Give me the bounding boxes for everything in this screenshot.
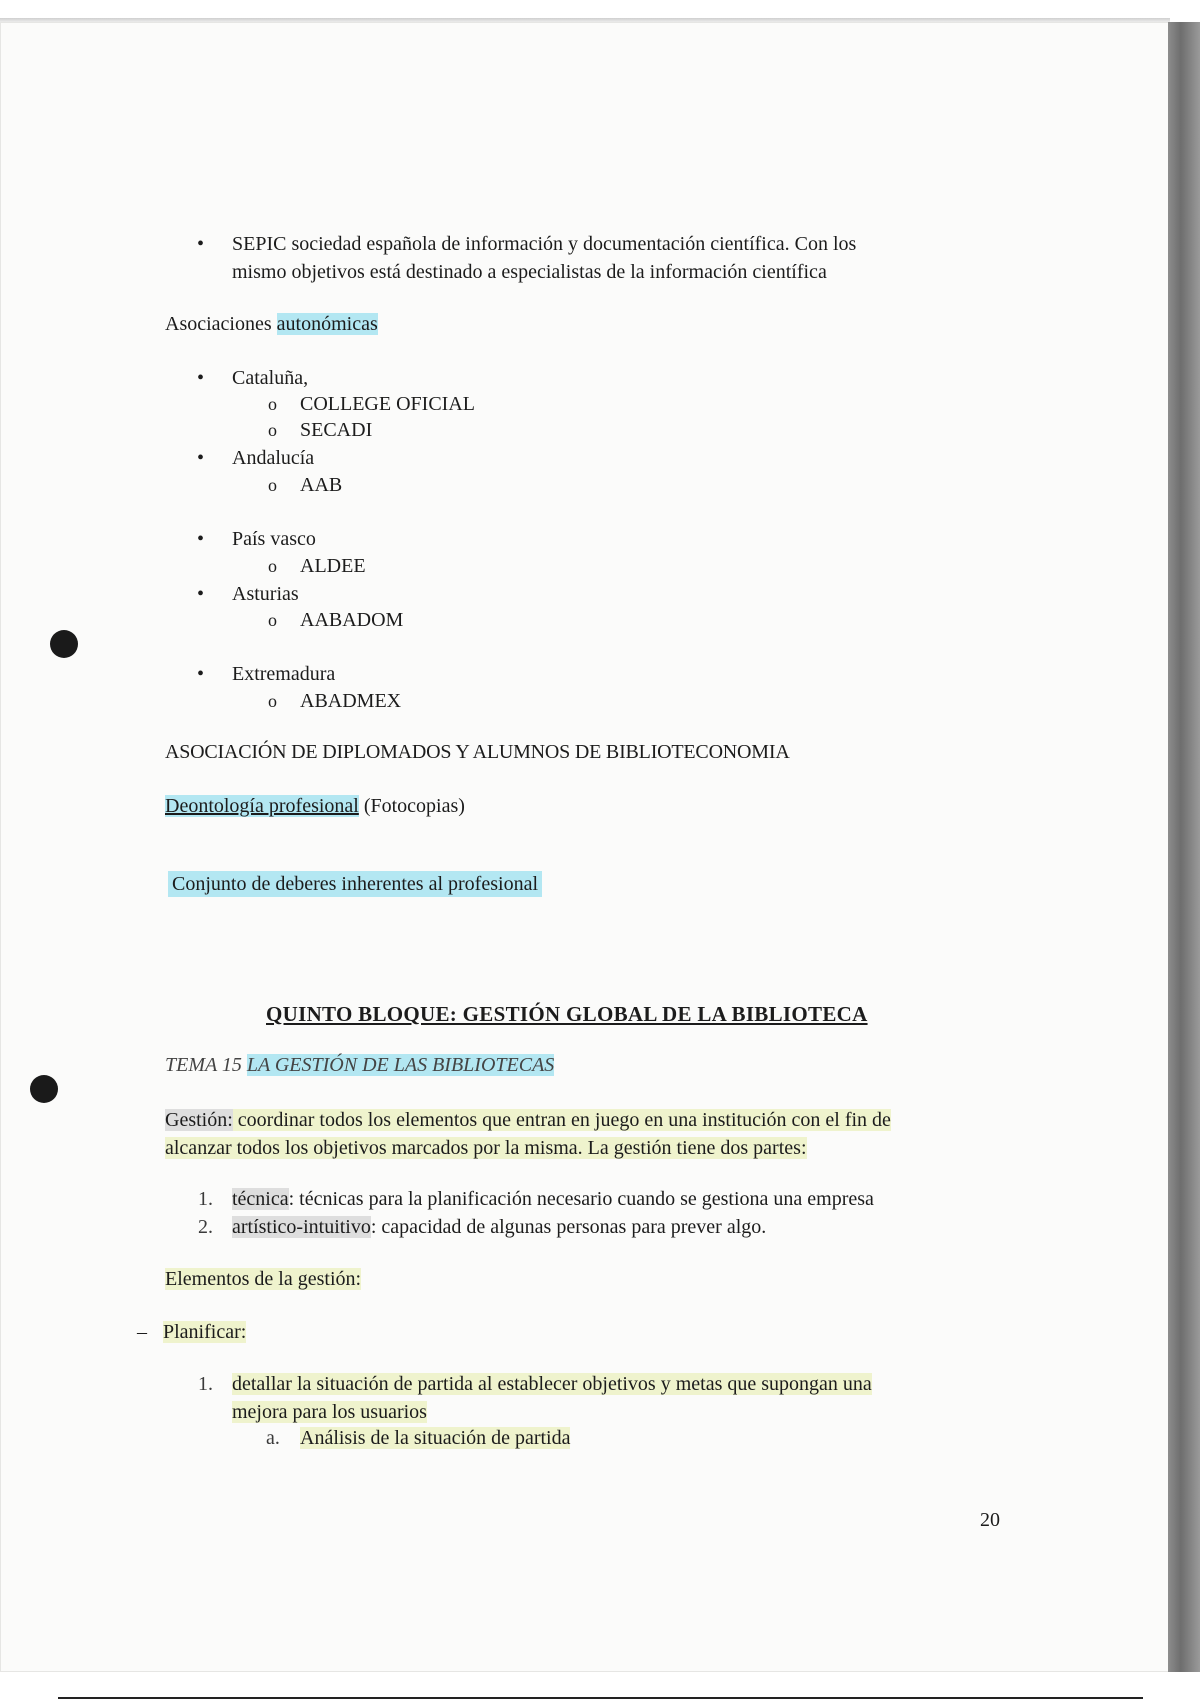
gestion-line-2	[165, 1134, 807, 1162]
page-edge-shadow	[1168, 22, 1200, 1672]
bullet-marker: •	[197, 528, 205, 550]
list-item	[232, 1185, 874, 1213]
sub-bullet-marker: o	[268, 556, 277, 576]
region-name: País vasco	[232, 528, 316, 550]
region-association: AABADOM	[300, 609, 404, 631]
elementos-heading	[165, 1265, 361, 1293]
gestion-line-1	[165, 1106, 891, 1134]
asociacion-diplomados: ASOCIACIÓN DE DIPLOMADOS Y ALUMNOS DE BIBLIOTECONOMIA	[165, 741, 790, 763]
sub-list-text: Análisis de la situación de partida	[300, 1427, 571, 1449]
region-name: Cataluña,	[232, 367, 309, 389]
sub-bullet-marker: o	[268, 475, 277, 495]
sub-bullet-marker: o	[268, 691, 277, 711]
bottom-rule	[58, 1697, 1143, 1699]
sub-bullet-marker: o	[268, 394, 277, 414]
deontologia-line	[165, 792, 465, 820]
gestion-definition-cont: alcanzar todos los objetivos marcados por la misma. La gestión tiene dos partes:	[165, 1137, 807, 1159]
region-association: SECADI	[300, 419, 373, 441]
conjunto-definition	[168, 870, 542, 898]
tema-heading	[165, 1054, 554, 1077]
list-number: 2.	[198, 1216, 213, 1238]
region-association: ABADMEX	[300, 690, 402, 712]
part-term: artístico-intuitivo	[232, 1216, 371, 1238]
part-description: : técnicas para la planificación necesario cuando se gestiona una empresa	[288, 1188, 874, 1210]
bloque-heading: QUINTO BLOQUE: GESTIÓN GLOBAL DE LA BIBLIOTECA	[266, 1002, 868, 1026]
asociaciones-highlight: autonómicas	[276, 313, 378, 335]
gestion-definition: coordinar todos los elementos que entran en juego en una institución con el fin de	[232, 1109, 891, 1131]
plan-item-line-1	[232, 1370, 872, 1398]
punch-hole	[50, 630, 78, 658]
deontologia-term: Deontología profesional	[165, 795, 359, 817]
bullet-marker: •	[197, 583, 205, 605]
region-name: Andalucía	[232, 447, 315, 469]
plan-item-text-cont: mejora para los usuarios	[232, 1401, 427, 1423]
asociaciones-heading	[165, 310, 378, 338]
page-number: 20	[980, 1509, 1000, 1531]
planificar-dash: –	[137, 1321, 147, 1343]
bullet-marker: •	[197, 447, 205, 469]
sub-bullet-marker: o	[268, 610, 277, 630]
planificar-text: Planificar:	[163, 1321, 247, 1343]
list-number: 1.	[198, 1373, 213, 1395]
asociaciones-prefix: Asociaciones	[165, 313, 277, 335]
sub-list-letter: a.	[266, 1427, 280, 1449]
region-name: Asturias	[232, 583, 299, 605]
elementos-text: Elementos de la gestión:	[165, 1268, 362, 1290]
sepic-line-2: mismo objetivos está destinado a especialistas de la información científica	[232, 261, 827, 283]
region-association: ALDEE	[300, 555, 366, 577]
region-association: COLLEGE OFICIAL	[300, 393, 475, 415]
part-description: : capacidad de algunas personas para prever algo.	[370, 1216, 767, 1238]
bullet-marker: •	[197, 233, 205, 255]
punch-hole	[30, 1075, 58, 1103]
planificar-label	[163, 1318, 246, 1346]
deontologia-note: (Fotocopias)	[358, 795, 465, 817]
tema-prefix: TEMA 15	[165, 1054, 247, 1076]
conjunto-text: Conjunto de deberes inherentes al profesional	[168, 871, 542, 897]
plan-item-line-2	[232, 1398, 427, 1426]
plan-item-text: detallar la situación de partida al establecer objetivos y metas que supongan una	[232, 1373, 872, 1395]
bullet-marker: •	[197, 663, 205, 685]
part-term: técnica	[232, 1188, 289, 1210]
list-number: 1.	[198, 1188, 213, 1210]
list-item	[232, 1213, 766, 1241]
sub-bullet-marker: o	[268, 420, 277, 440]
region-association: AAB	[300, 474, 343, 496]
bullet-marker: •	[197, 367, 205, 389]
tema-title: LA GESTIÓN DE LAS BIBLIOTECAS	[246, 1054, 555, 1076]
region-name: Extremadura	[232, 663, 336, 685]
sepic-line-1: SEPIC sociedad española de información y documentación científica. Con los	[232, 233, 857, 255]
sub-list-item	[300, 1424, 570, 1452]
gestion-term: Gestión:	[165, 1109, 233, 1131]
